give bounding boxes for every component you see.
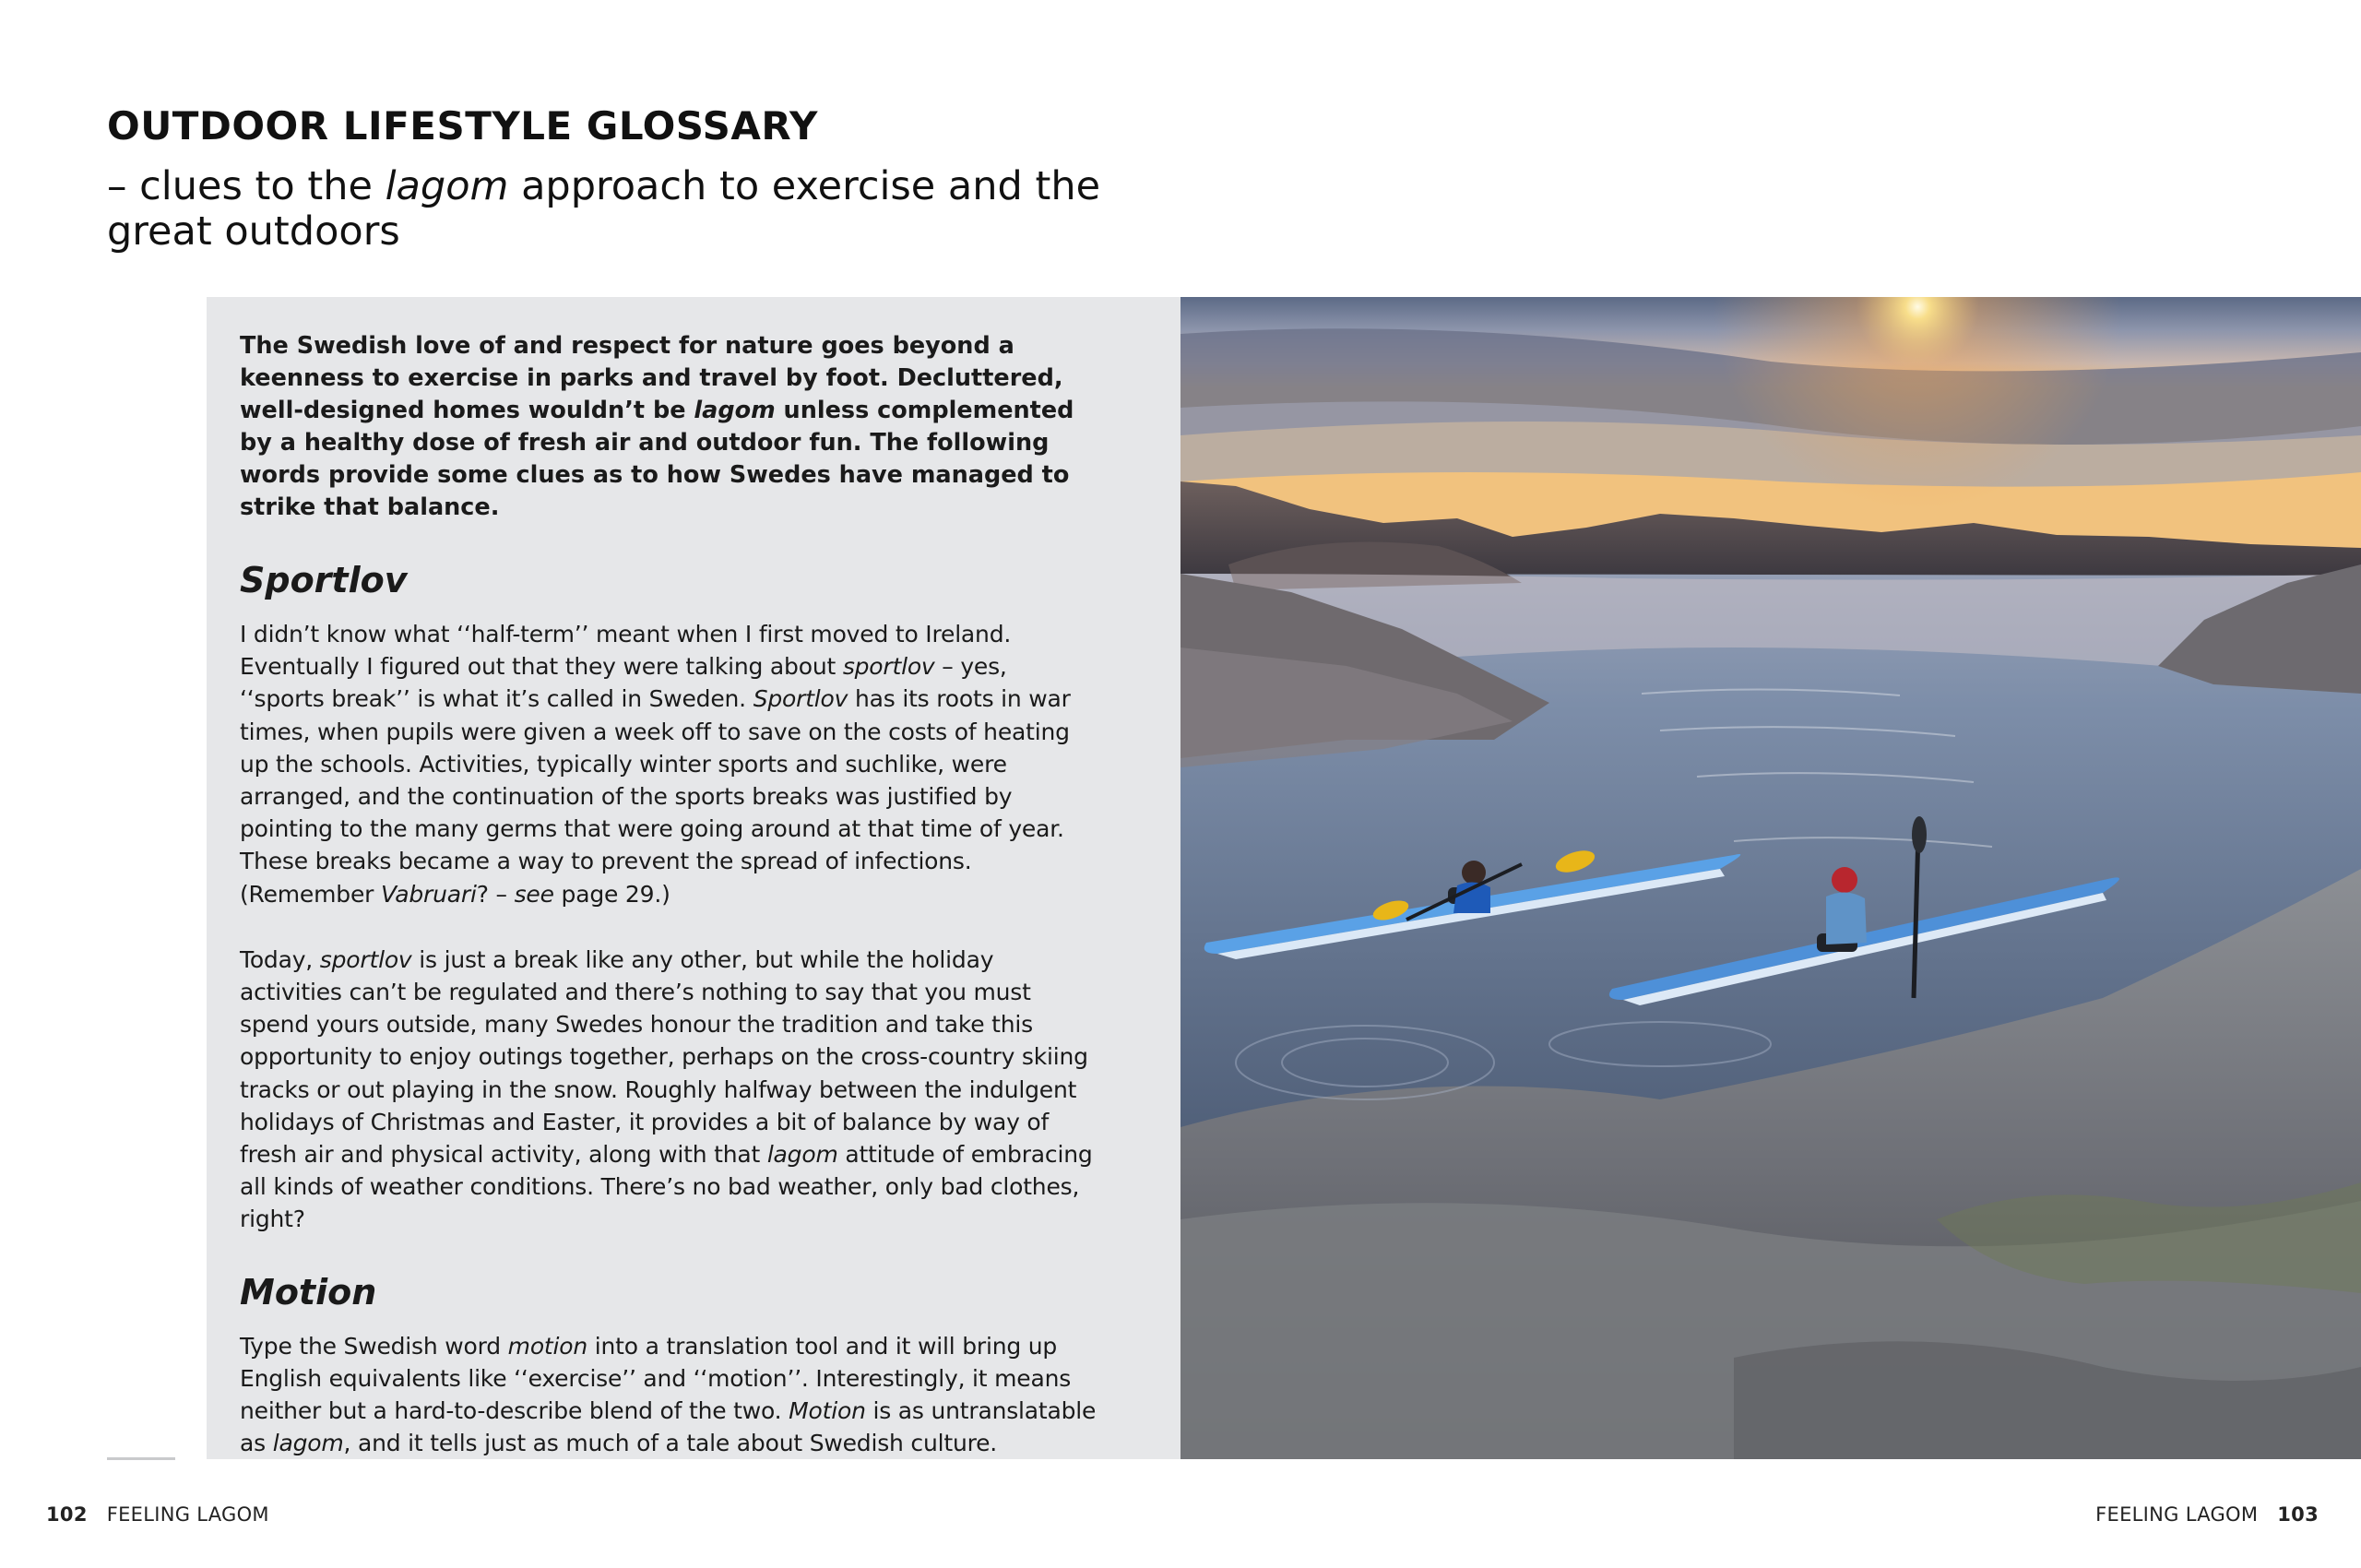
footer-right [2095,1503,2319,1526]
page-number-left: 102 [46,1503,88,1526]
page-subtitle: – clues to the lagom approach to exercise and the great outdoors [107,163,1101,255]
footer-left [46,1503,269,1526]
sportlov-paragraph-2: Today, sportlov is just a break like any other, but while the holiday activities can’t be regulated and there’s nothing to say that you must spend yours outside, many Swedes honour the tradition and take this opportunity to enjoy outings together, perhaps on the cross-country skiing tracks or out playing in the snow. Roughly halfway between the indulgent holidays of Christmas and Easter, it provides a bit of balance by way of fresh air and physical activity, along with that lagom attitude of embracing all kinds of weather conditions. There’s no bad weather, only bad clothes, right? [240,945,1093,1233]
sportlov-paragraph-1: I didn’t know what ‘‘half-term’’ meant when I first moved to Ireland. Eventually I figured out that they were talking about sportlov – yes, ‘‘sports break’’ is what it’s called in Sweden. Sportlov has its roots in war times, when pupils were given a week off to save on the costs of heating up the schools. Activities, typically winter sports and suchlike, were arranged, and the continuation of the sports breaks was justified by pointing to the many germs that were going around at that time of year. These breaks became a way to prevent the spread of infections. (Remember Vabruari? – see page 29.) [240,621,1071,908]
page-number-right: 103 [2277,1503,2319,1526]
footer-label-right: FEELING LAGOM [2095,1503,2259,1526]
sportlov-heading: Sportlov [240,560,408,600]
page-title: OUTDOOR LIFESTYLE GLOSSARY [107,103,818,148]
motion-paragraph: Type the Swedish word motion into a translation tool and it will bring up English equivalents like ‘‘exercise’’ and ‘‘motion’’. Interestingly, it means neither but a hard-to-describe blend of the two. Motion is as untranslatable as lagom, and it tells just as much of a tale about Swedish culture. [240,1332,1097,1457]
footer-label-left: FEELING LAGOM [106,1503,269,1526]
kayak-photo [1180,297,2361,1459]
glossary-content [240,330,1097,1492]
intro-paragraph: The Swedish love of and respect for nature goes beyond a keenness to exercise in parks and travel by foot. Decluttered, well-designed homes wouldn’t be lagom unless complemented by a healthy dose of fresh air and outdoor fun. The following words provide some clues as to how Swedes have managed to strike that balance. [240,332,1074,521]
motion-heading: Motion [240,1271,377,1313]
footer-rule [107,1457,175,1460]
